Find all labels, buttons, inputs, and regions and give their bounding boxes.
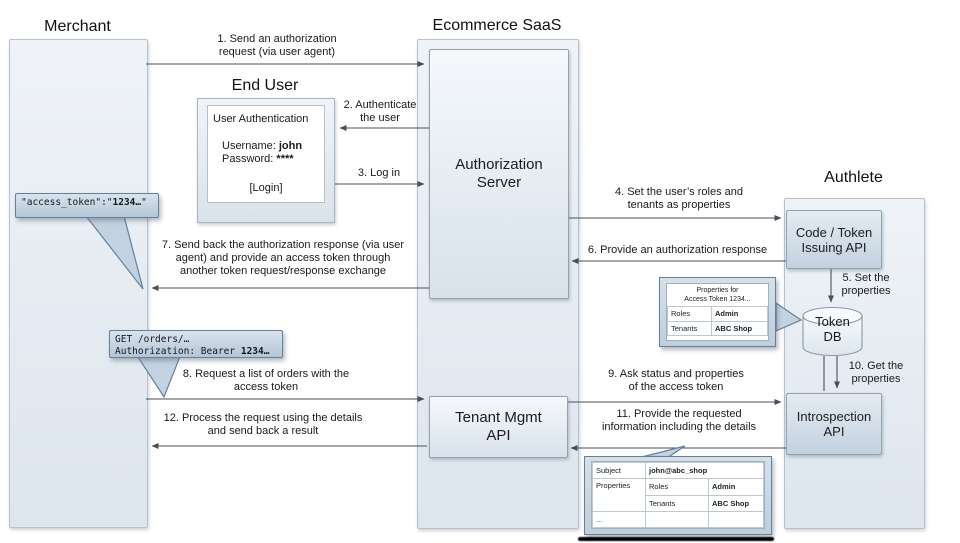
step-12-label: 12. Process the request using the details and send back a result: [163, 412, 363, 437]
get-orders-callout: GET /orders/… Authorization: Bearer 1234…: [109, 330, 283, 358]
username-value: john: [278, 140, 303, 152]
properties-row: Tenants ABC Shop: [593, 495, 764, 511]
actor-authlete: Authlete: [824, 169, 883, 186]
table-drop-shadow: [578, 537, 774, 541]
password-value: ****: [276, 153, 294, 165]
step-11-label: 11. Provide the requested information including the details: [601, 408, 757, 433]
token-properties-table: [666, 283, 769, 341]
user-authentication-screen: [207, 105, 325, 203]
login-button: [Login]: [249, 182, 283, 194]
properties-row: Properties Roles Admin: [593, 479, 764, 495]
token-properties-header: Properties for Access Token 1234...: [684, 287, 751, 303]
step-7-label: 7. Send back the authorization response (via user agent) and provide an access token through another token request/response exchange: [161, 239, 405, 277]
step-2-label: 2. Authenticate the user: [343, 99, 417, 124]
node-introspection-api: Introspection API: [786, 393, 882, 455]
actor-ecommerce: Ecommerce SaaS: [432, 17, 562, 34]
node-token-db-label: Token DB: [815, 314, 850, 344]
more-row: ...: [593, 511, 764, 527]
token-properties-row: Tenants ABC Shop: [668, 321, 768, 336]
node-tenant-mgmt-api: Tenant Mgmt API: [429, 396, 568, 458]
password-row: Password: ****: [222, 153, 294, 165]
actor-merchant: Merchant: [44, 18, 111, 35]
node-authorization-server: Authorization Server: [429, 49, 569, 299]
access-token-callout: "access_token":"1234…": [15, 193, 159, 218]
token-properties-callout-tail: [776, 303, 801, 331]
step-9-label: 9. Ask status and properties of the access token: [608, 368, 744, 393]
subject-row: Subject john@abc_shop: [593, 463, 764, 479]
login-title: User Authentication: [213, 113, 309, 125]
step-6-label: 6. Provide an authorization response: [587, 244, 768, 256]
username-row: Username: john: [222, 140, 303, 152]
introspection-result-table: [591, 461, 765, 529]
step-3-label: 3. Log in: [357, 167, 401, 179]
actor-end-user: End User: [231, 77, 299, 94]
step-4-label: 4. Set the user’s roles and tenants as properties: [614, 186, 743, 211]
access-token-callout-tail: [86, 216, 143, 289]
step-1-label: 1. Send an authorization request (via user agent): [217, 33, 337, 58]
step-5-label: 5. Set the properties: [841, 272, 891, 297]
step-10-label: 10. Get the properties: [848, 360, 904, 385]
step-8-label: 8. Request a list of orders with the access token: [182, 368, 350, 393]
token-properties-row: Roles Admin: [668, 307, 768, 322]
node-code-token-issuing-api: Code / Token Issuing API: [786, 210, 882, 269]
